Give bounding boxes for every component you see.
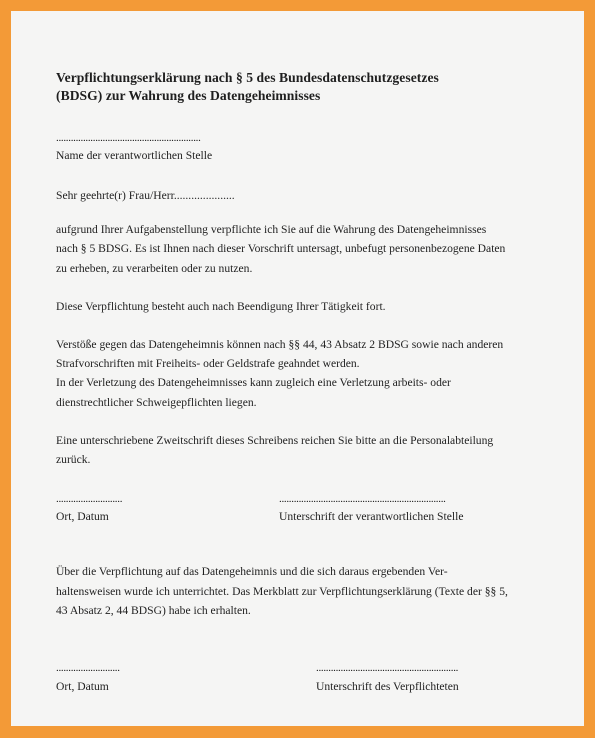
signature-1-responsible-blank: .................................................................... [279,493,446,505]
signature-2-place-date-blank: .......................... [56,662,120,674]
paragraph-3-line-1: Verstöße gegen das Datengeheimnis können nach §§ 44, 43 Absatz 2 BDSG sowie nach anderen [56,338,504,351]
paragraph-5-line-2: haltensweisen wurde ich unterrichtet. Das Merkblatt zur Verpflichtungserklärung (Texte der §§ 5, [56,585,508,598]
document-page [11,11,584,726]
paragraph-1-line-2: nach § 5 BDSG. Es ist Ihnen nach dieser Vorschrift untersagt, unbefugt personenbezogene Daten [56,242,506,255]
document-title [56,69,439,105]
paragraph-3-line-2: Strafvorschriften mit Freiheits- oder Geldstrafe geahndet werden. [56,357,360,370]
paragraph-1-line-1: aufgrund Ihrer Aufgabenstellung verpflichte ich Sie auf die Wahrung des Datengeheimnisses [56,223,487,236]
signature-2-obligated-label: Unterschrift des Verpflichteten [316,680,459,693]
paragraph-4-line-1: Eine unterschriebene Zweitschrift dieses Schreibens reichen Sie bitte an die Personalabteilung [56,434,494,447]
paragraph-5-line-1: Über die Verpflichtung auf das Datengeheimnis und die sich daraus ergebenden Ver- [56,565,448,578]
title-line-2: (BDSG) zur Wahrung des Datengeheimnisses [56,88,321,103]
signature-1-place-date-label: Ort, Datum [56,510,109,523]
entity-name-blank: ........................................................... [56,132,201,144]
signature-1-responsible-label: Unterschrift der verantwortlichen Stelle [279,510,464,523]
salutation: Sehr geehrte(r) Frau/Herr..................... [56,189,235,202]
paragraph-2: Diese Verpflichtung besteht auch nach Beendigung Ihrer Tätigkeit fort. [56,300,386,313]
signature-2-obligated-blank: .......................................................... [316,662,459,674]
paragraph-3-line-4: dienstrechtlicher Schweigepflichten liegen. [56,396,257,409]
paragraph-5-line-3: 43 Absatz 2, 44 BDSG) habe ich erhalten. [56,604,251,617]
paragraph-3-line-3: In der Verletzung des Datengeheimnisses kann zugleich eine Verletzung arbeits- oder [56,376,451,389]
signature-2-place-date-label: Ort, Datum [56,680,109,693]
signature-1-place-date-blank: ........................... [56,493,123,505]
entity-name-label: Name der verantwortlichen Stelle [56,149,213,162]
paragraph-1-line-3: zu erheben, zu verarbeiten oder zu nutzen. [56,262,253,275]
paragraph-4-line-2: zurück. [56,453,91,466]
title-line-1: Verpflichtungserklärung nach § 5 des Bundesdatenschutzgesetzes [56,70,439,85]
